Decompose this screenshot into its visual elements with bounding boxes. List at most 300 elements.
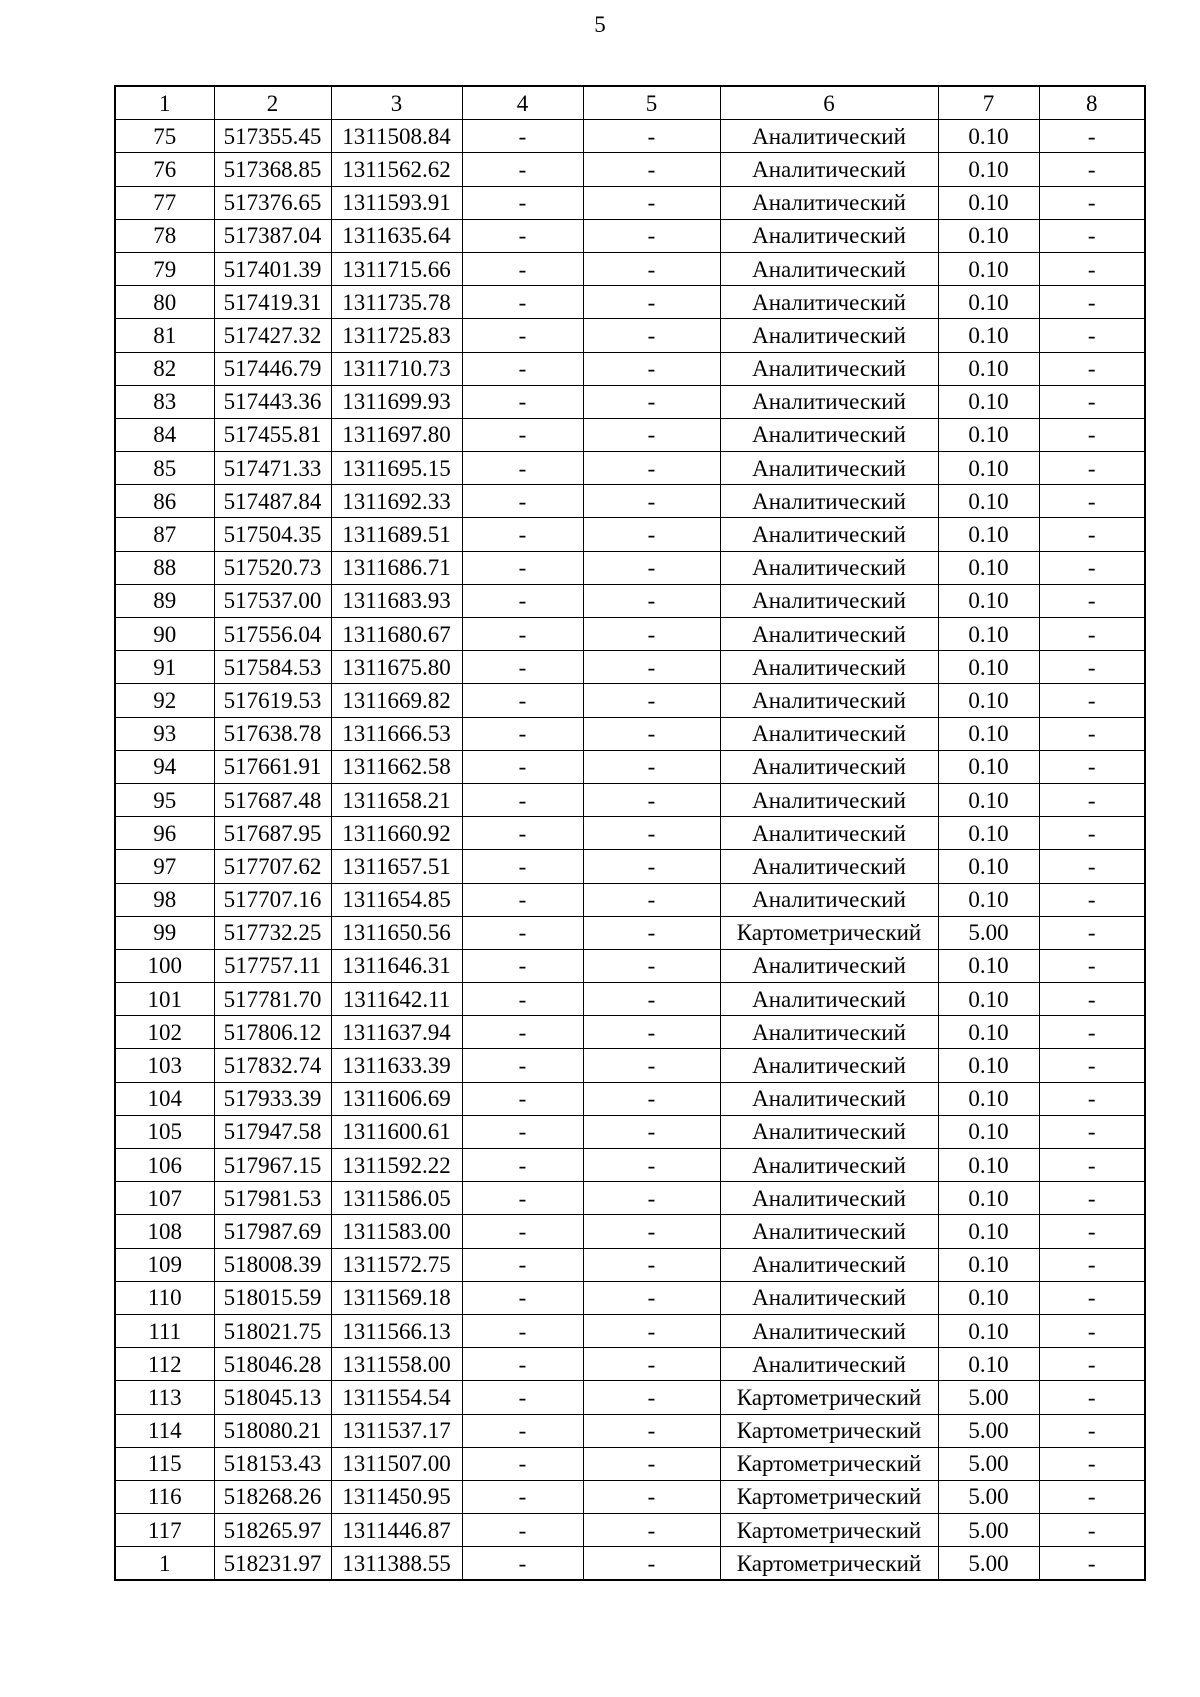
table-body	[115, 120, 1145, 1581]
col-8-cell: -	[1039, 485, 1145, 518]
accuracy-cell: 0.10	[938, 186, 1039, 219]
x-coordinate-cell: 517455.81	[214, 418, 331, 451]
y-coordinate-cell: 1311666.53	[331, 717, 462, 750]
y-coordinate-cell: 1311633.39	[331, 1049, 462, 1082]
method-cell: Аналитический	[720, 983, 938, 1016]
x-coordinate-cell: 517687.95	[214, 817, 331, 850]
y-coordinate-cell: 1311507.00	[331, 1447, 462, 1480]
accuracy-cell: 0.10	[938, 352, 1039, 385]
accuracy-cell: 0.10	[938, 219, 1039, 252]
col-4-cell: -	[462, 219, 583, 252]
y-coordinate-cell: 1311583.00	[331, 1215, 462, 1248]
method-cell: Картометрический	[720, 916, 938, 949]
table-row	[115, 1447, 1145, 1480]
y-coordinate-cell: 1311654.85	[331, 883, 462, 916]
col-5-cell: -	[583, 1414, 720, 1447]
col-4-cell: -	[462, 850, 583, 883]
col-4-cell: -	[462, 1514, 583, 1547]
table-row	[115, 452, 1145, 485]
x-coordinate-cell: 517661.91	[214, 750, 331, 783]
y-coordinate-cell: 1311680.67	[331, 618, 462, 651]
col-5-cell: -	[583, 1514, 720, 1547]
accuracy-cell: 0.10	[938, 1115, 1039, 1148]
point-number-cell: 95	[115, 783, 214, 816]
col-4-cell: -	[462, 452, 583, 485]
x-coordinate-cell: 517781.70	[214, 983, 331, 1016]
col-8-cell: -	[1039, 219, 1145, 252]
y-coordinate-cell: 1311699.93	[331, 385, 462, 418]
point-number-cell: 99	[115, 916, 214, 949]
table-row	[115, 1381, 1145, 1414]
x-coordinate-cell: 517401.39	[214, 252, 331, 285]
y-coordinate-cell: 1311566.13	[331, 1314, 462, 1347]
col-8-cell: -	[1039, 1082, 1145, 1115]
point-number-cell: 88	[115, 551, 214, 584]
method-cell: Аналитический	[720, 651, 938, 684]
col-8-cell: -	[1039, 1182, 1145, 1215]
x-coordinate-cell: 517537.00	[214, 584, 331, 617]
point-number-cell: 111	[115, 1314, 214, 1347]
col-5-cell: -	[583, 385, 720, 418]
method-cell: Аналитический	[720, 684, 938, 717]
point-number-cell: 108	[115, 1215, 214, 1248]
col-4-cell: -	[462, 1547, 583, 1581]
method-cell: Аналитический	[720, 1049, 938, 1082]
point-number-cell: 85	[115, 452, 214, 485]
method-cell: Аналитический	[720, 120, 938, 153]
col-5-cell: -	[583, 1248, 720, 1281]
x-coordinate-cell: 517419.31	[214, 286, 331, 319]
column-header-6: 6	[720, 86, 938, 120]
y-coordinate-cell: 1311710.73	[331, 352, 462, 385]
method-cell: Аналитический	[720, 1248, 938, 1281]
table-row	[115, 584, 1145, 617]
col-8-cell: -	[1039, 1447, 1145, 1480]
table-row	[115, 916, 1145, 949]
col-5-cell: -	[583, 219, 720, 252]
point-number-cell: 117	[115, 1514, 214, 1547]
method-cell: Аналитический	[720, 352, 938, 385]
col-5-cell: -	[583, 1314, 720, 1347]
col-5-cell: -	[583, 186, 720, 219]
table-row	[115, 319, 1145, 352]
accuracy-cell: 0.10	[938, 949, 1039, 982]
col-4-cell: -	[462, 883, 583, 916]
table-row	[115, 1248, 1145, 1281]
col-4-cell: -	[462, 1314, 583, 1347]
accuracy-cell: 0.10	[938, 1314, 1039, 1347]
y-coordinate-cell: 1311537.17	[331, 1414, 462, 1447]
col-4-cell: -	[462, 584, 583, 617]
col-8-cell: -	[1039, 618, 1145, 651]
point-number-cell: 94	[115, 750, 214, 783]
point-number-cell: 107	[115, 1182, 214, 1215]
x-coordinate-cell: 518046.28	[214, 1348, 331, 1381]
col-4-cell: -	[462, 1381, 583, 1414]
point-number-cell: 75	[115, 120, 214, 153]
point-number-cell: 97	[115, 850, 214, 883]
col-5-cell: -	[583, 584, 720, 617]
col-5-cell: -	[583, 1049, 720, 1082]
y-coordinate-cell: 1311642.11	[331, 983, 462, 1016]
col-8-cell: -	[1039, 252, 1145, 285]
col-8-cell: -	[1039, 1049, 1145, 1082]
y-coordinate-cell: 1311650.56	[331, 916, 462, 949]
y-coordinate-cell: 1311593.91	[331, 186, 462, 219]
y-coordinate-cell: 1311697.80	[331, 418, 462, 451]
method-cell: Аналитический	[720, 319, 938, 352]
col-8-cell: -	[1039, 584, 1145, 617]
point-number-cell: 112	[115, 1348, 214, 1381]
method-cell: Картометрический	[720, 1414, 938, 1447]
accuracy-cell: 0.10	[938, 1248, 1039, 1281]
x-coordinate-cell: 517806.12	[214, 1016, 331, 1049]
accuracy-cell: 0.10	[938, 319, 1039, 352]
col-5-cell: -	[583, 1182, 720, 1215]
col-4-cell: -	[462, 684, 583, 717]
y-coordinate-cell: 1311646.31	[331, 949, 462, 982]
table-row	[115, 1414, 1145, 1447]
col-8-cell: -	[1039, 817, 1145, 850]
col-5-cell: -	[583, 783, 720, 816]
col-8-cell: -	[1039, 850, 1145, 883]
col-5-cell: -	[583, 817, 720, 850]
method-cell: Аналитический	[720, 1281, 938, 1314]
col-5-cell: -	[583, 1547, 720, 1581]
y-coordinate-cell: 1311554.54	[331, 1381, 462, 1414]
accuracy-cell: 0.10	[938, 286, 1039, 319]
col-5-cell: -	[583, 153, 720, 186]
method-cell: Аналитический	[720, 418, 938, 451]
y-coordinate-cell: 1311600.61	[331, 1115, 462, 1148]
table-row	[115, 1514, 1145, 1547]
table-row	[115, 485, 1145, 518]
accuracy-cell: 5.00	[938, 1381, 1039, 1414]
col-5-cell: -	[583, 1447, 720, 1480]
col-4-cell: -	[462, 518, 583, 551]
table-row	[115, 1016, 1145, 1049]
x-coordinate-cell: 517987.69	[214, 1215, 331, 1248]
accuracy-cell: 5.00	[938, 1414, 1039, 1447]
x-coordinate-cell: 517556.04	[214, 618, 331, 651]
table-row	[115, 817, 1145, 850]
table-row	[115, 883, 1145, 916]
col-8-cell: -	[1039, 352, 1145, 385]
x-coordinate-cell: 518265.97	[214, 1514, 331, 1547]
method-cell: Аналитический	[720, 618, 938, 651]
table-row	[115, 618, 1145, 651]
accuracy-cell: 0.10	[938, 518, 1039, 551]
x-coordinate-cell: 517520.73	[214, 551, 331, 584]
x-coordinate-cell: 517584.53	[214, 651, 331, 684]
point-number-cell: 113	[115, 1381, 214, 1414]
point-number-cell: 106	[115, 1149, 214, 1182]
col-4-cell: -	[462, 1348, 583, 1381]
table-row	[115, 1480, 1145, 1513]
point-number-cell: 77	[115, 186, 214, 219]
point-number-cell: 81	[115, 319, 214, 352]
col-4-cell: -	[462, 1447, 583, 1480]
method-cell: Аналитический	[720, 153, 938, 186]
method-cell: Аналитический	[720, 252, 938, 285]
table-row	[115, 983, 1145, 1016]
point-number-cell: 100	[115, 949, 214, 982]
method-cell: Аналитический	[720, 1348, 938, 1381]
page-number: 5	[594, 12, 606, 37]
col-5-cell: -	[583, 286, 720, 319]
table-row	[115, 783, 1145, 816]
col-5-cell: -	[583, 485, 720, 518]
table-row	[115, 1082, 1145, 1115]
accuracy-cell: 0.10	[938, 1049, 1039, 1082]
x-coordinate-cell: 517947.58	[214, 1115, 331, 1148]
accuracy-cell: 0.10	[938, 385, 1039, 418]
table-row	[115, 1281, 1145, 1314]
column-header-4: 4	[462, 86, 583, 120]
x-coordinate-cell: 517832.74	[214, 1049, 331, 1082]
col-8-cell: -	[1039, 518, 1145, 551]
x-coordinate-cell: 517981.53	[214, 1182, 331, 1215]
method-cell: Картометрический	[720, 1547, 938, 1581]
y-coordinate-cell: 1311446.87	[331, 1514, 462, 1547]
col-4-cell: -	[462, 717, 583, 750]
point-number-cell: 114	[115, 1414, 214, 1447]
y-coordinate-cell: 1311689.51	[331, 518, 462, 551]
col-5-cell: -	[583, 717, 720, 750]
y-coordinate-cell: 1311735.78	[331, 286, 462, 319]
col-5-cell: -	[583, 983, 720, 1016]
accuracy-cell: 0.10	[938, 618, 1039, 651]
table-row	[115, 1215, 1145, 1248]
accuracy-cell: 5.00	[938, 1514, 1039, 1547]
accuracy-cell: 0.10	[938, 850, 1039, 883]
y-coordinate-cell: 1311572.75	[331, 1248, 462, 1281]
point-number-cell: 101	[115, 983, 214, 1016]
point-number-cell: 76	[115, 153, 214, 186]
y-coordinate-cell: 1311562.62	[331, 153, 462, 186]
table-row	[115, 1547, 1145, 1581]
y-coordinate-cell: 1311606.69	[331, 1082, 462, 1115]
col-5-cell: -	[583, 1115, 720, 1148]
column-header-2: 2	[214, 86, 331, 120]
col-5-cell: -	[583, 1016, 720, 1049]
point-number-cell: 78	[115, 219, 214, 252]
col-8-cell: -	[1039, 1215, 1145, 1248]
x-coordinate-cell: 517933.39	[214, 1082, 331, 1115]
table-row	[115, 1348, 1145, 1381]
accuracy-cell: 0.10	[938, 252, 1039, 285]
accuracy-cell: 5.00	[938, 1547, 1039, 1581]
table-row	[115, 949, 1145, 982]
col-8-cell: -	[1039, 1547, 1145, 1581]
table-row	[115, 1149, 1145, 1182]
col-8-cell: -	[1039, 385, 1145, 418]
table-row	[115, 120, 1145, 153]
table-row	[115, 551, 1145, 584]
method-cell: Аналитический	[720, 1016, 938, 1049]
x-coordinate-cell: 517427.32	[214, 319, 331, 352]
col-8-cell: -	[1039, 551, 1145, 584]
method-cell: Аналитический	[720, 584, 938, 617]
col-4-cell: -	[462, 1082, 583, 1115]
accuracy-cell: 0.10	[938, 1215, 1039, 1248]
point-number-cell: 80	[115, 286, 214, 319]
col-5-cell: -	[583, 551, 720, 584]
col-4-cell: -	[462, 120, 583, 153]
table-row	[115, 1314, 1145, 1347]
x-coordinate-cell: 517967.15	[214, 1149, 331, 1182]
x-coordinate-cell: 517732.25	[214, 916, 331, 949]
accuracy-cell: 0.10	[938, 1082, 1039, 1115]
accuracy-cell: 0.10	[938, 452, 1039, 485]
col-4-cell: -	[462, 783, 583, 816]
method-cell: Аналитический	[720, 452, 938, 485]
col-8-cell: -	[1039, 783, 1145, 816]
y-coordinate-cell: 1311675.80	[331, 651, 462, 684]
col-5-cell: -	[583, 1149, 720, 1182]
accuracy-cell: 0.10	[938, 1348, 1039, 1381]
point-number-cell: 89	[115, 584, 214, 617]
table-row	[115, 418, 1145, 451]
col-4-cell: -	[462, 1281, 583, 1314]
point-number-cell: 115	[115, 1447, 214, 1480]
y-coordinate-cell: 1311695.15	[331, 452, 462, 485]
x-coordinate-cell: 518015.59	[214, 1281, 331, 1314]
table-row	[115, 518, 1145, 551]
method-cell: Картометрический	[720, 1447, 938, 1480]
col-4-cell: -	[462, 418, 583, 451]
accuracy-cell: 0.10	[938, 817, 1039, 850]
col-8-cell: -	[1039, 1248, 1145, 1281]
col-4-cell: -	[462, 983, 583, 1016]
col-8-cell: -	[1039, 153, 1145, 186]
table-row	[115, 1115, 1145, 1148]
x-coordinate-cell: 518231.97	[214, 1547, 331, 1581]
accuracy-cell: 0.10	[938, 983, 1039, 1016]
accuracy-cell: 5.00	[938, 916, 1039, 949]
point-number-cell: 92	[115, 684, 214, 717]
x-coordinate-cell: 517757.11	[214, 949, 331, 982]
table-row	[115, 717, 1145, 750]
y-coordinate-cell: 1311558.00	[331, 1348, 462, 1381]
column-header-5: 5	[583, 86, 720, 120]
x-coordinate-cell: 517376.65	[214, 186, 331, 219]
method-cell: Аналитический	[720, 883, 938, 916]
table-row	[115, 651, 1145, 684]
table-row	[115, 850, 1145, 883]
col-5-cell: -	[583, 651, 720, 684]
accuracy-cell: 0.10	[938, 153, 1039, 186]
method-cell: Аналитический	[720, 286, 938, 319]
accuracy-cell: 0.10	[938, 1149, 1039, 1182]
col-8-cell: -	[1039, 983, 1145, 1016]
point-number-cell: 83	[115, 385, 214, 418]
accuracy-cell: 0.10	[938, 120, 1039, 153]
method-cell: Аналитический	[720, 1314, 938, 1347]
col-4-cell: -	[462, 352, 583, 385]
col-4-cell: -	[462, 153, 583, 186]
col-5-cell: -	[583, 1281, 720, 1314]
x-coordinate-cell: 517443.36	[214, 385, 331, 418]
point-number-cell: 109	[115, 1248, 214, 1281]
x-coordinate-cell: 517638.78	[214, 717, 331, 750]
method-cell: Аналитический	[720, 750, 938, 783]
x-coordinate-cell: 517619.53	[214, 684, 331, 717]
accuracy-cell: 5.00	[938, 1447, 1039, 1480]
x-coordinate-cell: 518021.75	[214, 1314, 331, 1347]
col-4-cell: -	[462, 750, 583, 783]
table-row	[115, 286, 1145, 319]
x-coordinate-cell: 517471.33	[214, 452, 331, 485]
method-cell: Аналитический	[720, 1215, 938, 1248]
col-4-cell: -	[462, 485, 583, 518]
x-coordinate-cell: 517504.35	[214, 518, 331, 551]
point-number-cell: 79	[115, 252, 214, 285]
point-number-cell: 93	[115, 717, 214, 750]
col-8-cell: -	[1039, 1314, 1145, 1347]
table-row	[115, 219, 1145, 252]
col-5-cell: -	[583, 418, 720, 451]
col-5-cell: -	[583, 850, 720, 883]
accuracy-cell: 0.10	[938, 651, 1039, 684]
x-coordinate-cell: 517355.45	[214, 120, 331, 153]
method-cell: Аналитический	[720, 1149, 938, 1182]
col-4-cell: -	[462, 1115, 583, 1148]
point-number-cell: 84	[115, 418, 214, 451]
point-number-cell: 105	[115, 1115, 214, 1148]
table-row	[115, 252, 1145, 285]
method-cell: Картометрический	[720, 1480, 938, 1513]
col-4-cell: -	[462, 916, 583, 949]
y-coordinate-cell: 1311635.64	[331, 219, 462, 252]
col-4-cell: -	[462, 618, 583, 651]
col-4-cell: -	[462, 1480, 583, 1513]
y-coordinate-cell: 1311658.21	[331, 783, 462, 816]
col-5-cell: -	[583, 1480, 720, 1513]
col-8-cell: -	[1039, 1281, 1145, 1314]
col-8-cell: -	[1039, 883, 1145, 916]
table-row	[115, 1182, 1145, 1215]
y-coordinate-cell: 1311715.66	[331, 252, 462, 285]
x-coordinate-cell: 517707.62	[214, 850, 331, 883]
col-4-cell: -	[462, 385, 583, 418]
column-header-7: 7	[938, 86, 1039, 120]
method-cell: Аналитический	[720, 385, 938, 418]
col-5-cell: -	[583, 883, 720, 916]
col-5-cell: -	[583, 518, 720, 551]
accuracy-cell: 0.10	[938, 1182, 1039, 1215]
column-header-8: 8	[1039, 86, 1145, 120]
y-coordinate-cell: 1311450.95	[331, 1480, 462, 1513]
y-coordinate-cell: 1311660.92	[331, 817, 462, 850]
method-cell: Аналитический	[720, 783, 938, 816]
col-4-cell: -	[462, 1149, 583, 1182]
point-number-cell: 98	[115, 883, 214, 916]
y-coordinate-cell: 1311388.55	[331, 1547, 462, 1581]
point-number-cell: 87	[115, 518, 214, 551]
col-8-cell: -	[1039, 286, 1145, 319]
point-number-cell: 91	[115, 651, 214, 684]
method-cell: Аналитический	[720, 219, 938, 252]
method-cell: Аналитический	[720, 949, 938, 982]
accuracy-cell: 0.10	[938, 750, 1039, 783]
col-4-cell: -	[462, 186, 583, 219]
col-4-cell: -	[462, 1248, 583, 1281]
col-8-cell: -	[1039, 1115, 1145, 1148]
method-cell: Аналитический	[720, 850, 938, 883]
x-coordinate-cell: 517446.79	[214, 352, 331, 385]
point-number-cell: 102	[115, 1016, 214, 1049]
